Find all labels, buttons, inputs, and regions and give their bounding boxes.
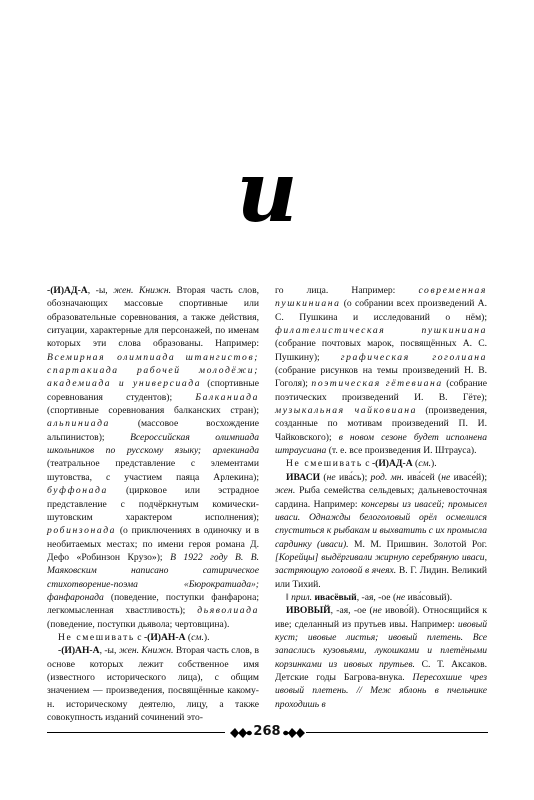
cross-reference: Не смешивать с -(И)АД-А (см.). <box>286 458 437 470</box>
headword: ивасёвый <box>314 591 357 603</box>
page-footer <box>0 721 534 745</box>
page-number: 268 <box>253 724 281 739</box>
example: Пересохшие чрез ивовый плетень. // Меж яблонь в пчельнике проходишь в <box>275 671 487 710</box>
example: Всероссийская олимпиада школьников по русскому языку; арлекинада <box>47 431 259 457</box>
grammar-label: жен. <box>275 485 296 497</box>
left-column <box>47 284 259 724</box>
grammar-label: жен. Книжн. <box>118 645 174 657</box>
example: штангистов; спартакиада рабочей молодёжи; академиада и универсиада <box>47 351 259 390</box>
cross-reference: Не смешивать с -(И)АН-А (см.). <box>58 631 210 643</box>
headword: -(И)АД-А <box>47 285 88 296</box>
headword: ИВОВЫЙ <box>286 605 331 617</box>
ornament-left-icon <box>229 726 253 740</box>
headword: ИВАСИ <box>286 471 321 483</box>
example: в новом сезоне будет исполнена штраусиана <box>275 431 487 457</box>
right-column <box>275 284 487 711</box>
entry-iada: -(И)АД-А, -ы, жен. Книжн. Вторая часть слов, обозначающих массовые спортивные или образовательные соревнования, а также действия, ситуации, характерные для персонажей, по именам которых эти слова образованы. Например: Всемирная олимпиада штангистов; спартакиада рабочей молодёжи; академиада и универсиада (спортивные соревнования студентов); Балканиада (спортивные соревнования балканских стран); альпиниада (массовое восхождение альпинистов); Всероссийская олимпиада школьников по русскому языку; арлекинада (театральное представление с элементами шутовства, с участием паяца Арлекина); буффонада (цирковое или эстрадное представление с подчёркнутым комически-шутовским характером исполнения); робинзонада (о приключениях в одиночку и в необитаемых местах; по имени героя романа Д. Дефо «Робинзон Крузо»); В 1922 году В. В. Маяковским написано сатирическое стихотворение-поэма «Бюрократиада»; фанфаронада (поведение, поступки фанфарона; легкомысленная хвастливость); дьяволиада (поведение, поступки дьявола; чертовщина). <box>47 285 260 630</box>
entry-ivovyi: ИВОВЫЙ, -ая, -ое (не ивово́й). Относящийся к иве; сделанный из прутьев ивы. Например: ивовый куст; ивовые листья; ивовый плетень. Все запаслись кузовьями, лукошками и плетёными корзинками из ивовых прутьев. С. Т. Аксаков. Детские годы Багрова-внука. Пересохшие чрез ивовый плетень. // Меж яблонь в пчельнике проходишь в <box>275 605 487 710</box>
example: консервы из ивасей; промысел иваси. Однажды белоголовый орёл осмелился спуститься к рыбакам и выхватить с их промысла сардинку (иваси). <box>275 498 487 550</box>
entry-iana-continued: го лица. Например: современная пушкиниана (о собрании всех произведений А. С. Пушкина и исследований о нём); филателистическая пушкиниана (собрание почтовых марок, посвящённых А. С. Пушкину); графическая гоголиана (собрание рисунков на темы произведений Н. В. Гоголя); поэтическая гётевиана (собрание поэтических произведений И. В. Гёте); музыкальная чайковиана (произведения, созданные по мотивам произведений П. И. Чайковского); в новом сезоне будет исполнена штраусиана (т. е. все произведения И. Штрауса). <box>275 285 487 457</box>
section-letter: и <box>236 142 298 241</box>
footer-rule-right <box>306 732 488 733</box>
ornament-right-icon <box>282 726 306 740</box>
example: [Корейцы] выдёргивали жирную серебряную иваси, застряющую головой в ячеях. <box>275 551 487 577</box>
example: графическая гоголиана <box>340 351 487 363</box>
example: робинзонада <box>47 525 117 537</box>
grammar-label: прил. <box>291 591 313 603</box>
entry-ivasi: ИВАСИ (не ива́сь); род. мн. ива́сей (не ивасе́й); жен. Рыба семейства сельдевых; дальневосточная сардина. Например: консервы из ивасей; промысел иваси. Однажды белоголовый орёл осмелился спуститься к рыбакам и выхватить с их промысла сардинку (иваси). М. М. Пришвин. Золотой Рог. [Корейцы] выдёргивали жирную серебряную иваси, застряющую головой в ячеях. В. Г. Лидин. Великий или Тихий. <box>275 471 488 590</box>
entry-iana: -(И)АН-А, -ы, жен. Книжн. Вторая часть слов, в основе которых лежит собственное имя (известного исторического лица), с общим значением — произведения, посвящённые какому-н. историческому деятелю, лицу, а также совокупность изданий сочинений это- <box>47 645 260 723</box>
headword: -(И)АН-А <box>58 645 100 657</box>
example: Всемирная олимпиада <box>47 351 176 363</box>
example: альпиниада <box>47 418 110 430</box>
example: буффонада <box>47 485 108 497</box>
reference-link[interactable]: -(И)АН-А <box>143 631 186 643</box>
example: музыкальная чайковиана <box>275 405 418 417</box>
footer-rule-left <box>47 732 225 733</box>
example: поэтическая гётевиана <box>311 378 443 390</box>
example: В 1922 году В. В. Маяковским написано сатирическое стихотворение-поэма «Бюрократиада»; фанфаронада <box>47 551 259 603</box>
grammar-label: жен. Книжн. <box>113 285 171 296</box>
derived-adjective: ‖ прил. ивасёвый, -ая, -ое (не ива́совый). <box>286 591 453 603</box>
reference-link[interactable]: -(И)АД-А <box>371 458 413 470</box>
example: ивовый куст; ивовые листья; ивовый плетень. Все запаслись кузовьями, лукошками и плетёными корзинками из ивовых прутьев. <box>275 618 487 670</box>
example: Балканиада <box>195 391 259 403</box>
example: филателистическая пушкиниана <box>275 325 487 337</box>
grammar-label: род. мн. <box>370 471 404 483</box>
example: дьяволиада <box>197 605 259 617</box>
example: современная пушкиниана <box>275 285 487 310</box>
